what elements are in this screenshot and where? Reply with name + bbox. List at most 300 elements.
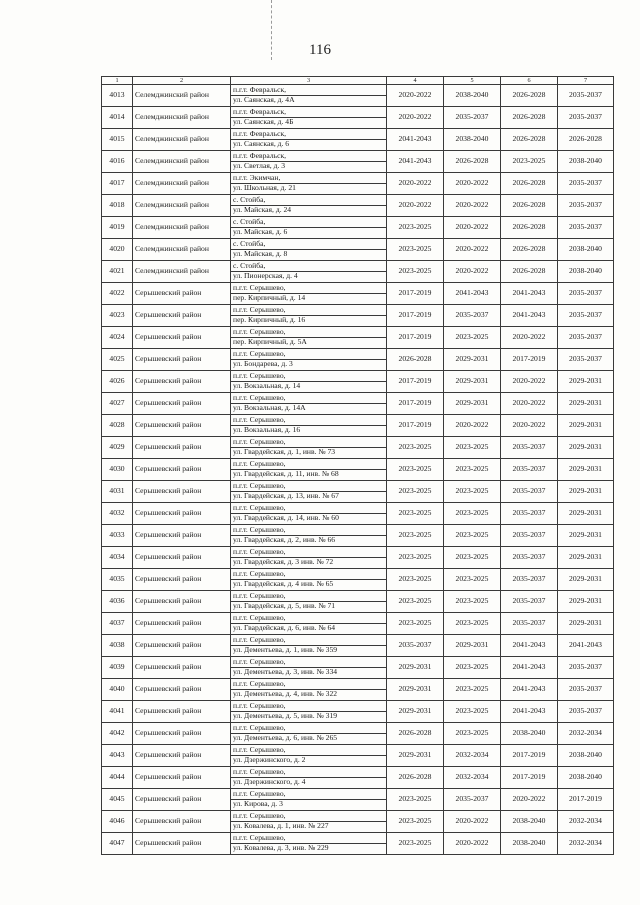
street-line: ул. Гвардейская, д. 4 инв. № 65 [233, 580, 334, 589]
period-cell-5: 2023-2025 [444, 459, 501, 481]
period-cell-6: 2020-2022 [501, 789, 558, 811]
row-number: 4038 [102, 635, 133, 657]
period-cell-6: 2020-2022 [501, 327, 558, 349]
period-cell-6: 2020-2022 [501, 371, 558, 393]
row-number: 4031 [102, 481, 133, 503]
period-cell-6: 2017-2019 [501, 767, 558, 789]
period-cell-4: 2041-2043 [387, 151, 444, 173]
settlement-line: п.г.т. Серышево, [231, 284, 386, 294]
settlement-line: п.г.т. Февральск, [231, 130, 386, 140]
row-number: 4026 [102, 371, 133, 393]
address-cell [231, 591, 387, 613]
column-header: 5 [444, 77, 501, 85]
period-cell-6: 2026-2028 [501, 107, 558, 129]
street-line: пер. Кирпичный, д. 5А [233, 338, 307, 347]
settlement-line: п.г.т. Серышево, [231, 680, 386, 690]
period-cell-6: 2038-2040 [501, 811, 558, 833]
table-row [102, 217, 614, 239]
period-cell-7: 2035-2037 [558, 657, 614, 679]
street-line: ул. Майская, д. 6 [233, 228, 288, 237]
district-cell: Серышевский район [133, 503, 231, 525]
settlement-line: п.г.т. Серышево, [231, 526, 386, 536]
district-cell: Серышевский район [133, 525, 231, 547]
period-cell-5: 2026-2028 [444, 151, 501, 173]
district-cell: Серышевский район [133, 767, 231, 789]
table-row [102, 239, 614, 261]
period-cell-5: 2020-2022 [444, 833, 501, 855]
district-cell: Серышевский район [133, 371, 231, 393]
district-cell: Селемджинский район [133, 217, 231, 239]
period-cell-7: 2035-2037 [558, 305, 614, 327]
period-cell-5: 2029-2031 [444, 371, 501, 393]
settlement-line: п.г.т. Серышево, [231, 416, 386, 426]
period-cell-6: 2041-2043 [501, 305, 558, 327]
row-number: 4046 [102, 811, 133, 833]
period-cell-4: 2026-2028 [387, 349, 444, 371]
period-cell-6: 2035-2037 [501, 503, 558, 525]
period-cell-5: 2020-2022 [444, 239, 501, 261]
period-cell-4: 2023-2025 [387, 591, 444, 613]
period-cell-7: 2038-2040 [558, 745, 614, 767]
period-cell-7: 2032-2034 [558, 723, 614, 745]
district-cell: Серышевский район [133, 305, 231, 327]
period-cell-5: 2032-2034 [444, 767, 501, 789]
table-row [102, 85, 614, 107]
row-number: 4032 [102, 503, 133, 525]
street-line: ул. Майская, д. 8 [233, 250, 288, 259]
row-number: 4040 [102, 679, 133, 701]
address-cell [231, 173, 387, 195]
period-cell-6: 2041-2043 [501, 635, 558, 657]
settlement-line: п.г.т. Серышево, [231, 482, 386, 492]
period-cell-4: 2017-2019 [387, 283, 444, 305]
period-cell-7: 2035-2037 [558, 107, 614, 129]
period-cell-7: 2038-2040 [558, 151, 614, 173]
district-cell: Серышевский район [133, 349, 231, 371]
period-cell-6: 2026-2028 [501, 173, 558, 195]
row-number: 4041 [102, 701, 133, 723]
period-cell-7: 2032-2034 [558, 811, 614, 833]
district-cell: Серышевский район [133, 745, 231, 767]
district-cell: Серышевский район [133, 613, 231, 635]
period-cell-4: 2023-2025 [387, 239, 444, 261]
address-cell [231, 811, 387, 833]
settlement-line: п.г.т. Серышево, [231, 790, 386, 800]
street-line: ул. Кирова, д. 3 [233, 800, 283, 809]
settlement-line: с. Стойба, [231, 218, 386, 228]
period-cell-4: 2023-2025 [387, 789, 444, 811]
table-row [102, 635, 614, 657]
period-cell-6: 2020-2022 [501, 393, 558, 415]
column-header: 4 [387, 77, 444, 85]
period-cell-5: 2038-2040 [444, 129, 501, 151]
district-cell: Серышевский район [133, 459, 231, 481]
settlement-line: п.г.т. Февральск, [231, 108, 386, 118]
street-line: ул. Саянская, д. 4А [233, 96, 295, 105]
period-cell-5: 2023-2025 [444, 613, 501, 635]
period-cell-7: 2026-2028 [558, 129, 614, 151]
period-cell-4: 2017-2019 [387, 393, 444, 415]
district-cell: Серышевский район [133, 481, 231, 503]
row-number: 4045 [102, 789, 133, 811]
period-cell-7: 2029-2031 [558, 503, 614, 525]
period-cell-5: 2035-2037 [444, 305, 501, 327]
table-row [102, 173, 614, 195]
table-row [102, 151, 614, 173]
period-cell-7: 2038-2040 [558, 261, 614, 283]
table-row [102, 503, 614, 525]
period-cell-5: 2023-2025 [444, 701, 501, 723]
period-cell-4: 2023-2025 [387, 437, 444, 459]
period-cell-6: 2035-2037 [501, 591, 558, 613]
street-line: ул. Ковалева, д. 3, инв. № 229 [233, 844, 329, 853]
period-cell-7: 2041-2043 [558, 635, 614, 657]
address-cell [231, 283, 387, 305]
table-row [102, 767, 614, 789]
district-cell: Селемджинский район [133, 129, 231, 151]
period-cell-4: 2023-2025 [387, 811, 444, 833]
period-cell-6: 2035-2037 [501, 525, 558, 547]
table-row [102, 613, 614, 635]
column-number-row [102, 77, 614, 85]
period-cell-4: 2029-2031 [387, 657, 444, 679]
street-line: ул. Гвардейская, д. 3 инв. № 72 [233, 558, 334, 567]
period-cell-5: 2023-2025 [444, 657, 501, 679]
settlement-line: п.г.т. Серышево, [231, 460, 386, 470]
period-cell-5: 2020-2022 [444, 217, 501, 239]
period-cell-5: 2029-2031 [444, 349, 501, 371]
row-number: 4030 [102, 459, 133, 481]
period-cell-6: 2035-2037 [501, 437, 558, 459]
period-cell-4: 2029-2031 [387, 745, 444, 767]
period-cell-7: 2035-2037 [558, 283, 614, 305]
row-number: 4017 [102, 173, 133, 195]
row-number: 4033 [102, 525, 133, 547]
period-cell-6: 2035-2037 [501, 569, 558, 591]
period-cell-6: 2035-2037 [501, 547, 558, 569]
period-cell-7: 2035-2037 [558, 173, 614, 195]
row-number: 4014 [102, 107, 133, 129]
period-cell-6: 2035-2037 [501, 613, 558, 635]
settlement-line: п.г.т. Серышево, [231, 658, 386, 668]
period-cell-7: 2029-2031 [558, 569, 614, 591]
period-cell-4: 2017-2019 [387, 305, 444, 327]
row-number: 4036 [102, 591, 133, 613]
table-row [102, 591, 614, 613]
district-cell: Селемджинский район [133, 173, 231, 195]
period-cell-7: 2035-2037 [558, 195, 614, 217]
period-cell-7: 2029-2031 [558, 415, 614, 437]
row-number: 4016 [102, 151, 133, 173]
street-line: ул. Дзержинского, д. 4 [233, 778, 306, 787]
period-cell-6: 2017-2019 [501, 745, 558, 767]
address-cell [231, 833, 387, 855]
district-cell: Селемджинский район [133, 85, 231, 107]
period-cell-7: 2029-2031 [558, 371, 614, 393]
period-cell-7: 2035-2037 [558, 217, 614, 239]
period-cell-4: 2023-2025 [387, 503, 444, 525]
table-row [102, 129, 614, 151]
period-cell-7: 2038-2040 [558, 767, 614, 789]
address-cell [231, 481, 387, 503]
period-cell-7: 2032-2034 [558, 833, 614, 855]
address-cell [231, 503, 387, 525]
settlement-line: п.г.т. Серышево, [231, 372, 386, 382]
street-line: ул. Дзержинского, д. 2 [233, 756, 306, 765]
row-number: 4019 [102, 217, 133, 239]
street-line: ул. Гвардейская, д. 5, инв. № 71 [233, 602, 336, 611]
housing-registry-table [101, 76, 614, 855]
table-row [102, 745, 614, 767]
address-cell [231, 151, 387, 173]
period-cell-5: 2029-2031 [444, 393, 501, 415]
street-line: ул. Ковалева, д. 1, инв. № 227 [233, 822, 329, 831]
page-number: 116 [309, 42, 331, 58]
table-row [102, 701, 614, 723]
period-cell-4: 2026-2028 [387, 723, 444, 745]
period-cell-7: 2017-2019 [558, 789, 614, 811]
period-cell-5: 2029-2031 [444, 635, 501, 657]
period-cell-4: 2023-2025 [387, 261, 444, 283]
period-cell-6: 2026-2028 [501, 195, 558, 217]
settlement-line: п.г.т. Серышево, [231, 768, 386, 778]
street-line: ул. Вокзальная, д. 14А [233, 404, 306, 413]
settlement-line: п.г.т. Серышево, [231, 834, 386, 844]
address-cell [231, 85, 387, 107]
district-cell: Селемджинский район [133, 151, 231, 173]
period-cell-7: 2029-2031 [558, 591, 614, 613]
address-cell [231, 371, 387, 393]
period-cell-4: 2023-2025 [387, 481, 444, 503]
address-cell [231, 789, 387, 811]
street-line: ул. Гвардейская, д. 1, инв. № 73 [233, 448, 336, 457]
row-number: 4021 [102, 261, 133, 283]
settlement-line: п.г.т. Серышево, [231, 328, 386, 338]
period-cell-6: 2041-2043 [501, 679, 558, 701]
period-cell-4: 2041-2043 [387, 129, 444, 151]
period-cell-5: 2023-2025 [444, 723, 501, 745]
period-cell-5: 2035-2037 [444, 789, 501, 811]
period-cell-4: 2020-2022 [387, 195, 444, 217]
street-line: ул. Дементьева, д. 6, инв. № 265 [233, 734, 338, 743]
column-header: 3 [231, 77, 387, 85]
address-cell [231, 349, 387, 371]
table-row [102, 525, 614, 547]
district-cell: Серышевский район [133, 657, 231, 679]
settlement-line: п.г.т. Серышево, [231, 614, 386, 624]
period-cell-4: 2029-2031 [387, 701, 444, 723]
district-cell: Серышевский район [133, 547, 231, 569]
street-line: ул. Саянская, д. 4Б [233, 118, 294, 127]
row-number: 4029 [102, 437, 133, 459]
row-number: 4039 [102, 657, 133, 679]
street-line: ул. Дементьева, д. 5, инв. № 319 [233, 712, 338, 721]
street-line: ул. Саянская, д. 6 [233, 140, 290, 149]
address-cell [231, 459, 387, 481]
period-cell-6: 2020-2022 [501, 415, 558, 437]
table-row [102, 371, 614, 393]
period-cell-7: 2035-2037 [558, 679, 614, 701]
period-cell-4: 2023-2025 [387, 569, 444, 591]
settlement-line: п.г.т. Серышево, [231, 592, 386, 602]
column-header: 7 [558, 77, 614, 85]
period-cell-7: 2035-2037 [558, 701, 614, 723]
settlement-line: п.г.т. Серышево, [231, 438, 386, 448]
row-number: 4028 [102, 415, 133, 437]
period-cell-5: 2023-2025 [444, 437, 501, 459]
period-cell-5: 2020-2022 [444, 173, 501, 195]
settlement-line: п.г.т. Серышево, [231, 548, 386, 558]
address-cell [231, 239, 387, 261]
settlement-line: п.г.т. Серышево, [231, 636, 386, 646]
period-cell-5: 2023-2025 [444, 591, 501, 613]
address-cell [231, 635, 387, 657]
district-cell: Серышевский район [133, 789, 231, 811]
district-cell: Серышевский район [133, 393, 231, 415]
district-cell: Серышевский район [133, 723, 231, 745]
street-line: ул. Дементьева, д. 4, инв. № 322 [233, 690, 338, 699]
period-cell-4: 2017-2019 [387, 371, 444, 393]
row-number: 4022 [102, 283, 133, 305]
address-cell [231, 393, 387, 415]
table-row [102, 327, 614, 349]
settlement-line: с. Стойба, [231, 262, 386, 272]
period-cell-5: 2020-2022 [444, 261, 501, 283]
period-cell-6: 2026-2028 [501, 239, 558, 261]
period-cell-5: 2020-2022 [444, 195, 501, 217]
settlement-line: п.г.т. Серышево, [231, 812, 386, 822]
period-cell-7: 2029-2031 [558, 459, 614, 481]
address-cell [231, 415, 387, 437]
row-number: 4020 [102, 239, 133, 261]
street-line: ул. Дементьева, д. 3, инв. № 334 [233, 668, 338, 677]
period-cell-6: 2026-2028 [501, 85, 558, 107]
settlement-line: п.г.т. Серышево, [231, 504, 386, 514]
period-cell-7: 2038-2040 [558, 239, 614, 261]
district-cell: Серышевский район [133, 635, 231, 657]
table-row [102, 679, 614, 701]
period-cell-5: 2023-2025 [444, 569, 501, 591]
period-cell-5: 2023-2025 [444, 679, 501, 701]
address-cell [231, 525, 387, 547]
table-row [102, 811, 614, 833]
period-cell-7: 2029-2031 [558, 613, 614, 635]
period-cell-4: 2023-2025 [387, 459, 444, 481]
period-cell-5: 2023-2025 [444, 481, 501, 503]
period-cell-7: 2029-2031 [558, 393, 614, 415]
table-row [102, 569, 614, 591]
row-number: 4037 [102, 613, 133, 635]
period-cell-5: 2023-2025 [444, 503, 501, 525]
period-cell-7: 2035-2037 [558, 349, 614, 371]
table-row [102, 789, 614, 811]
period-cell-5: 2023-2025 [444, 525, 501, 547]
row-number: 4027 [102, 393, 133, 415]
street-line: ул. Пионерская, д. 4 [233, 272, 298, 281]
street-line: ул. Гвардейская, д. 2, инв. № 66 [233, 536, 336, 545]
address-cell [231, 701, 387, 723]
period-cell-4: 2020-2022 [387, 85, 444, 107]
period-cell-6: 2017-2019 [501, 349, 558, 371]
address-cell [231, 547, 387, 569]
address-cell [231, 195, 387, 217]
period-cell-6: 2026-2028 [501, 217, 558, 239]
settlement-line: п.г.т. Февральск, [231, 152, 386, 162]
column-header: 6 [501, 77, 558, 85]
settlement-line: п.г.т. Экимчан, [231, 174, 386, 184]
row-number: 4034 [102, 547, 133, 569]
row-number: 4024 [102, 327, 133, 349]
period-cell-4: 2020-2022 [387, 107, 444, 129]
period-cell-6: 2041-2043 [501, 283, 558, 305]
table-row [102, 437, 614, 459]
address-cell [231, 305, 387, 327]
district-cell: Серышевский район [133, 701, 231, 723]
district-cell: Селемджинский район [133, 195, 231, 217]
street-line: ул. Бондарева, д. 3 [233, 360, 293, 369]
table-row [102, 349, 614, 371]
column-header: 1 [102, 77, 133, 85]
period-cell-6: 2041-2043 [501, 657, 558, 679]
district-cell: Серышевский район [133, 569, 231, 591]
settlement-line: п.г.т. Серышево, [231, 350, 386, 360]
period-cell-4: 2017-2019 [387, 415, 444, 437]
address-cell [231, 129, 387, 151]
street-line: ул. Гвардейская, д. 13, инв. № 67 [233, 492, 339, 501]
period-cell-5: 2023-2025 [444, 327, 501, 349]
period-cell-4: 2026-2028 [387, 767, 444, 789]
period-cell-5: 2041-2043 [444, 283, 501, 305]
district-cell: Серышевский район [133, 679, 231, 701]
period-cell-4: 2035-2037 [387, 635, 444, 657]
settlement-line: п.г.т. Серышево, [231, 394, 386, 404]
period-cell-5: 2032-2034 [444, 745, 501, 767]
street-line: ул. Майская, д. 24 [233, 206, 292, 215]
district-cell: Серышевский район [133, 833, 231, 855]
period-cell-4: 2023-2025 [387, 525, 444, 547]
period-cell-4: 2029-2031 [387, 679, 444, 701]
settlement-line: с. Стойба, [231, 240, 386, 250]
period-cell-7: 2029-2031 [558, 481, 614, 503]
street-line: ул. Гвардейская, д. 14, инв. № 60 [233, 514, 339, 523]
address-cell [231, 679, 387, 701]
row-number: 4023 [102, 305, 133, 327]
table-row [102, 283, 614, 305]
address-cell [231, 107, 387, 129]
period-cell-4: 2023-2025 [387, 217, 444, 239]
table-row [102, 459, 614, 481]
period-cell-6: 2023-2025 [501, 151, 558, 173]
district-cell: Селемджинский район [133, 261, 231, 283]
table-row [102, 415, 614, 437]
period-cell-4: 2017-2019 [387, 327, 444, 349]
row-number: 4015 [102, 129, 133, 151]
period-cell-5: 2020-2022 [444, 415, 501, 437]
address-cell [231, 437, 387, 459]
period-cell-7: 2029-2031 [558, 547, 614, 569]
row-number: 4047 [102, 833, 133, 855]
period-cell-7: 2035-2037 [558, 327, 614, 349]
settlement-line: п.г.т. Серышево, [231, 702, 386, 712]
period-cell-4: 2023-2025 [387, 613, 444, 635]
period-cell-5: 2020-2022 [444, 811, 501, 833]
row-number: 4044 [102, 767, 133, 789]
period-cell-5: 2038-2040 [444, 85, 501, 107]
district-cell: Серышевский район [133, 283, 231, 305]
address-cell [231, 767, 387, 789]
row-number: 4035 [102, 569, 133, 591]
row-number: 4018 [102, 195, 133, 217]
